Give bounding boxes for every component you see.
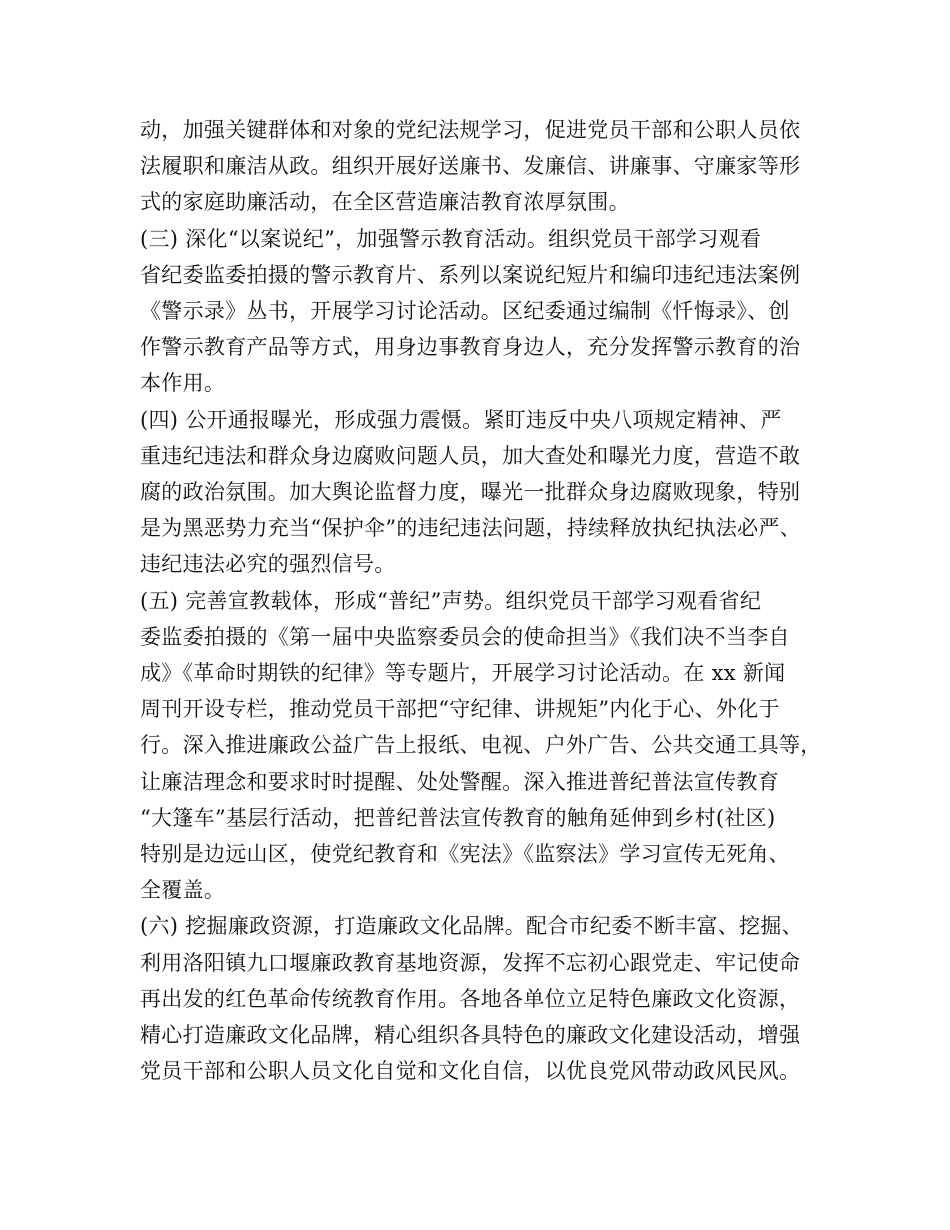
text-line: 利用洛阳镇九口堰廉政教育基地资源，发挥不忘初心跟党走、牢记使命 <box>140 950 801 975</box>
text-line: 违纪违法必究的强烈信号。 <box>140 552 396 577</box>
text-line: 让廉洁理念和要求时时提醒、处处警醒。深入推进普纪普法宣传教育 <box>140 769 779 794</box>
text-line: 是为黑恶势力充当“保护伞”的违纪违法问题，持续释放执纪执法必严、 <box>140 516 802 541</box>
text-line: 党员干部和公职人员文化自觉和文化自信，以优良党风带动政风民风。 <box>140 1059 801 1084</box>
text-line: 特别是边远山区，使党纪教育和《宪法》《监察法》学习宣传无死角、 <box>140 842 790 867</box>
text-line: 再出发的红色革命传统教育作用。各地各单位立足特色廉政文化资源， <box>140 986 801 1011</box>
document-body <box>140 112 830 1089</box>
text-line: 法履职和廉洁从政。组织开展好送廉书、发廉信、讲廉事、守廉家等形 <box>140 154 801 179</box>
text-line: 省纪委监委拍摄的警示教育片、系列以案说纪短片和编印违纪违法案例 <box>140 262 801 287</box>
text-line: 成》《革命时期铁的纪律》等专题片，开展学习讨论活动。在 xx 新闻 <box>140 661 786 686</box>
section-heading-line: (六) 挖掘廉政资源，打造廉政文化品牌。配合市纪委不断丰富、挖掘、 <box>140 914 803 939</box>
text-line: 作警示教育产品等方式，用身边事教育身边人，充分发挥警示教育的治 <box>140 335 801 360</box>
text-line: 全覆盖。 <box>140 878 226 903</box>
text-line: 腐的政治氛围。加大舆论监督力度，曝光一批群众身边腐败现象，特别 <box>140 480 801 505</box>
text-line: 委监委拍摄的《第一届中央监察委员会的使命担当》《我们决不当李自 <box>140 624 790 649</box>
text-line: 重违纪违法和群众身边腐败问题人员，加大查处和曝光力度，营造不敢 <box>140 443 801 468</box>
text-line: 本作用。 <box>140 371 226 396</box>
text-line: 行。深入推进廉政公益广告上报纸、电视、户外广告、公共交通工具等， <box>140 733 822 758</box>
text-line: 动，加强关键群体和对象的党纪法规学习，促进党员干部和公职人员依 <box>140 118 801 142</box>
section-heading-line: (三) 深化“以案说纪”，加强警示教育活动。组织党员干部学习观看 <box>140 226 762 251</box>
section-heading-line: (四) 公开通报曝光，形成强力震慑。紧盯违反中央八项规定精神、严 <box>140 407 782 432</box>
section-heading-line: (五) 完善宣教载体，形成“普纪”声势。组织党员干部学习观看省纪 <box>140 588 762 613</box>
text-line: 式的家庭助廉活动，在全区营造廉洁教育浓厚氛围。 <box>140 190 630 215</box>
text-line: 《警示录》丛书，开展学习讨论活动。区纪委通过编制《忏悔录》、创 <box>140 299 790 324</box>
text-line: 周刊开设专栏，推动党员干部把“守纪律、讲规矩”内化于心、外化于 <box>140 697 780 722</box>
text-line: 精心打造廉政文化品牌，精心组织各具特色的廉政文化建设活动，增强 <box>140 1023 801 1048</box>
text-line: “大篷车”基层行活动，把普纪普法宣传教育的触角延伸到乡村(社区) <box>140 805 776 830</box>
